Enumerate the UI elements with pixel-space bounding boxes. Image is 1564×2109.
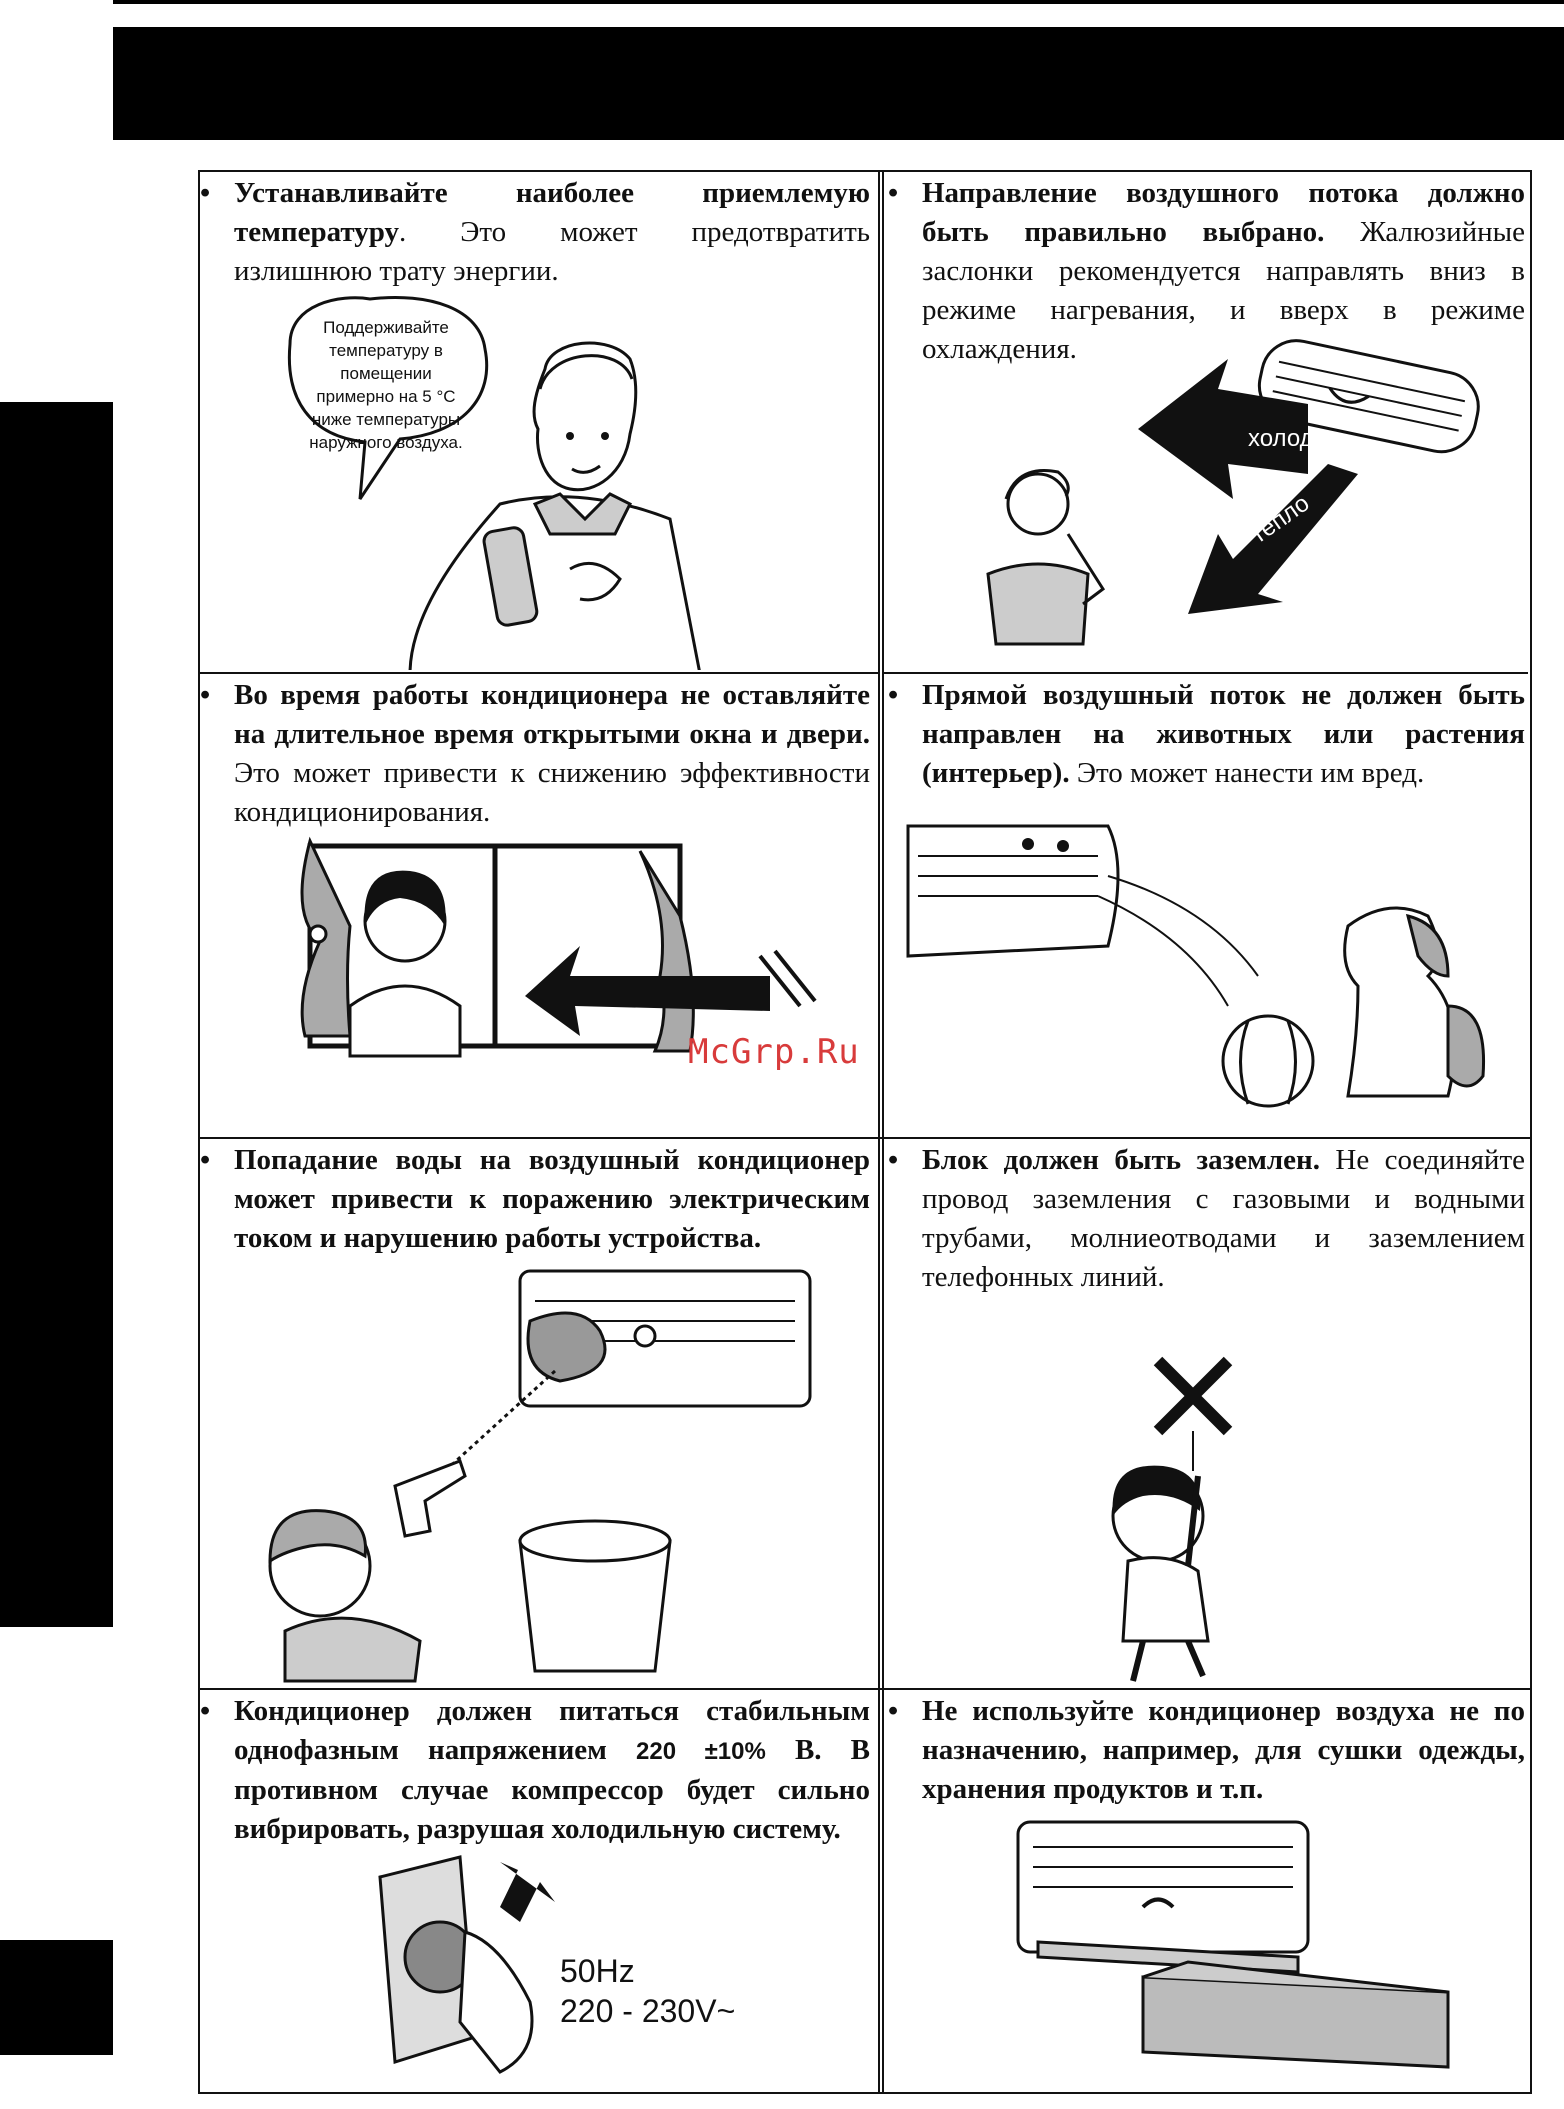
page-number-tab <box>0 1940 113 2055</box>
tip-body-text: Это может привести к снижению эффективности кондиционирования. <box>234 757 870 828</box>
tip-bold-text: Направление воздушного потока должно быть правильно выбрано. <box>922 177 1525 248</box>
tip-cell-temperature: • Устанавливайте наиболее приемлемую температуру. Это может предотвратить излишнюю трату энергии. Поддерживайте температуру в помещении примерно на 5 °C ниже температуры наружного воздуха. <box>200 174 872 670</box>
tip-cell-water: • Попадание воды на воздушный кондиционер может привести к поражению электрическим током и нарушению работы устройства. <box>200 1141 872 1686</box>
svg-text:наружного воздуха. <box>309 433 462 452</box>
row-divider <box>884 672 1528 674</box>
tip-body-text: Жалюзийные заслонки рекомендуется направлять вниз в режиме нагревания, и вверх в режиме охлаждения. <box>922 216 1525 365</box>
tip-bold-text: Блок должен быть заземлен. <box>922 1144 1320 1176</box>
tip-cell-airflow-direction: • Направление воздушного потока должно быть правильно выбрано. Жалюзийные заслонки рекомендуется направлять вниз в режиме нагревания, и вверх в режиме охлаждения. холод тепло <box>888 174 1528 670</box>
tip-body-text: Не соединяйте провод заземления с газовыми и водными трубами, молниеотводами и заземлением телефонных линий. <box>922 1144 1525 1293</box>
svg-text:примерно на 5 °C <box>316 387 455 406</box>
bubble-line <box>323 318 449 337</box>
voltage-range-label: 220 - 230V~ <box>560 1993 736 2029</box>
bubble-line-4: примерно на 5 °C <box>316 387 456 406</box>
person-with-remote-illustration <box>200 174 872 670</box>
voltage-value: 220 ±10% <box>636 1738 766 1765</box>
tip-bold-text: Устанавливайте наиболее приемлемую температуру <box>234 177 870 248</box>
dog-and-ac-illustration <box>888 676 1528 1134</box>
section-header-bar <box>113 27 1564 140</box>
child-on-wire-illustration <box>888 1141 1528 1686</box>
svg-text:помещении <box>340 364 431 383</box>
cold-label: холод <box>1248 425 1314 452</box>
tip-cell-animals-plants: • Прямой воздушный поток не должен быть направлен на животных или растения (интерьер). Это может нанести им вред. <box>888 676 1528 1134</box>
tip-bold-text: Кондиционер должен питаться стабильным однофазным напряжением <box>234 1695 870 1766</box>
airflow-arrows-illustration <box>888 174 1528 670</box>
bubble-line-3: помещении <box>340 364 432 383</box>
bubble-line-1: Поддерживайте <box>323 318 449 337</box>
bubble-line-2: температуру в <box>329 341 443 360</box>
row-divider <box>198 672 878 674</box>
tip-cell-power-supply: • Кондиционер должен питаться стабильным однофазным напряжением 220 ±10% В. В противном случае компрессор будет сильно вибрировать, разрушая холодильную систему. 50Hz 220 - 230V~ <box>200 1692 872 2088</box>
tip-bold-text: Во время работы кондиционера не оставляйте на длительное время открытыми окна и двери. <box>234 679 870 750</box>
watermark: McGrp.Ru <box>688 1032 860 1072</box>
tip-bold-text: Прямой воздушный поток не должен быть направлен на животных или растения (интерьер). <box>922 679 1525 789</box>
bubble-line-6: наружного воздуха. <box>309 433 463 452</box>
side-tab <box>0 402 113 1627</box>
tip-body-text: Это может нанести им вред. <box>1069 757 1425 789</box>
tip-bold-text-2: В. В противном случае компрессор будет сильно вибрировать, разрушая холодильную систему. <box>234 1734 871 1845</box>
ac-over-box-illustration <box>888 1692 1528 2088</box>
warm-label: тепло <box>1245 489 1315 549</box>
top-rule <box>113 0 1564 4</box>
plug-socket-illustration <box>200 1692 872 2088</box>
svg-text:температуру в <box>329 341 443 360</box>
row-divider <box>198 1137 1530 1139</box>
svg-text:ниже температуры <box>312 410 460 429</box>
column-divider <box>878 170 884 2094</box>
bubble-line-5: ниже температуры <box>311 410 461 429</box>
tip-body-text: . Это может предотвратить излишнюю трату энергии. <box>234 216 870 287</box>
row-divider <box>198 1688 1530 1690</box>
water-spray-illustration <box>200 1141 872 1686</box>
frequency-label: 50Hz <box>560 1953 635 1989</box>
tip-cell-windows-doors: • Во время работы кондиционера не оставляйте на длительное время открытыми окна и двери. Это может привести к снижению эффективности кондиционирования. <box>200 676 872 1134</box>
tip-bold-text: Не используйте кондиционер воздуха не по назначению, например, для сушки одежды, хранения продуктов и т.п. <box>922 1695 1525 1805</box>
tip-cell-grounding: • Блок должен быть заземлен. Не соединяйте провод заземления с газовыми и водными трубами, молниеотводами и заземлением телефонных линий. <box>888 1141 1528 1686</box>
tip-cell-misuse: • Не используйте кондиционер воздуха не по назначению, например, для сушки одежды, хранения продуктов и т.п. <box>888 1692 1528 2088</box>
tip-bold-text: Попадание воды на воздушный кондиционер может привести к поражению электрическим током и нарушению работы устройства. <box>234 1144 870 1254</box>
